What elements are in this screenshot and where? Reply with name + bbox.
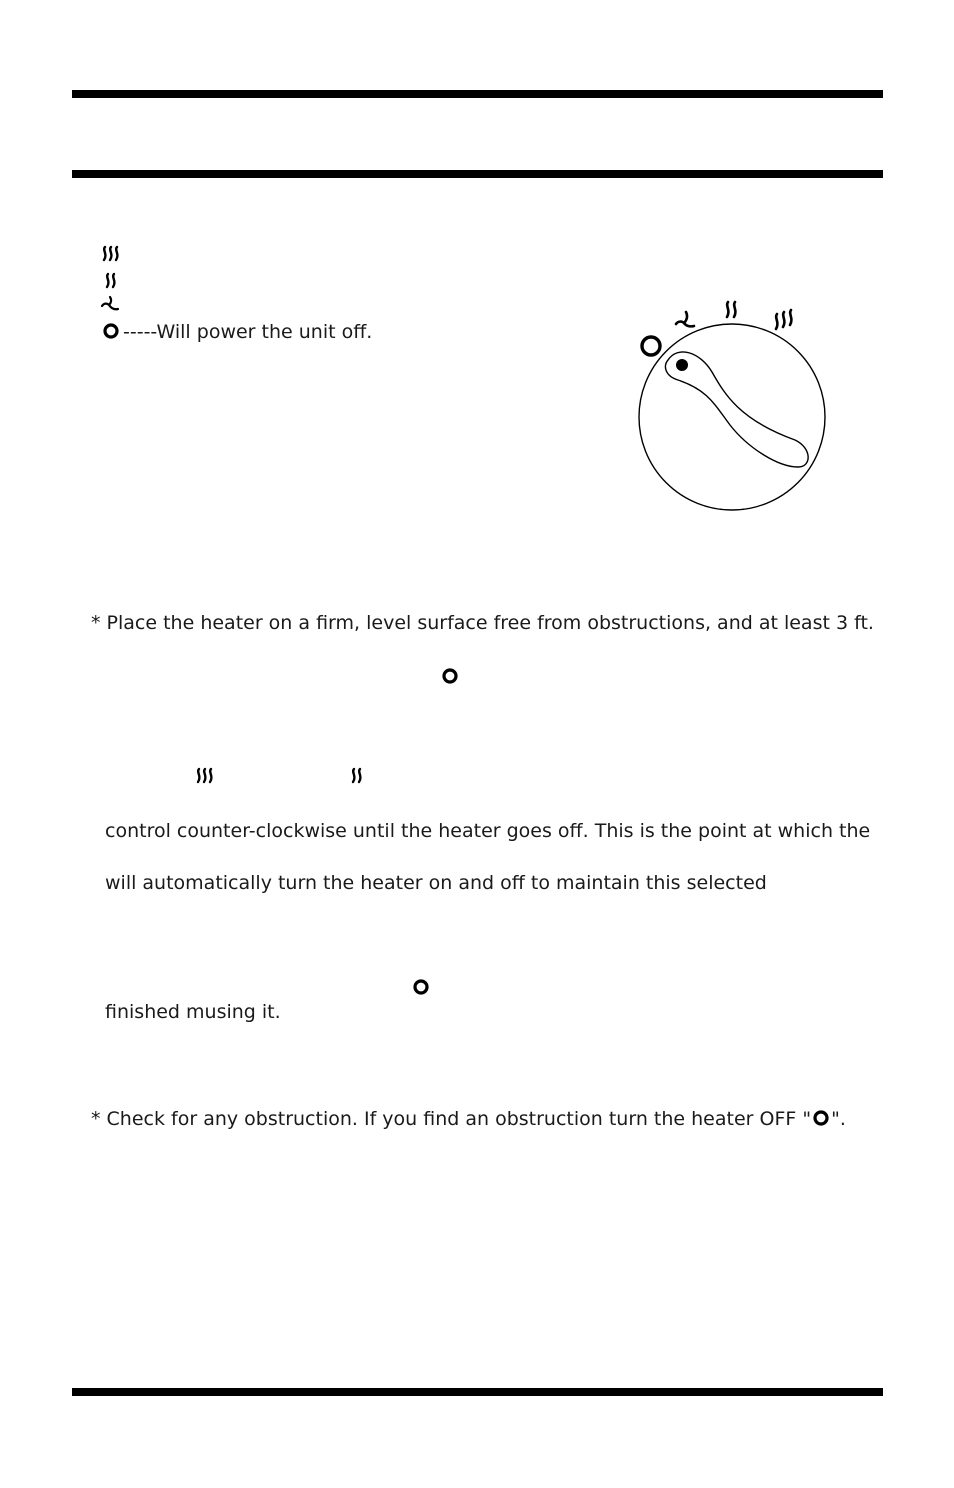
- knob-off-ring: [642, 337, 660, 355]
- placement-instruction: * Place the heater on a firm, level surface free from obstructions, and at least 3 ft.: [91, 612, 874, 634]
- control-knob-illustration: [630, 290, 840, 520]
- header-rule: [72, 170, 883, 178]
- obstruction-check-prefix: * Check for any obstruction. If you find an obstruction turn the heater OFF ": [91, 1108, 812, 1130]
- off-ring-icon: [102, 322, 120, 340]
- knob-body: [639, 324, 825, 510]
- off-ring-icon: [441, 667, 459, 685]
- high-heat-icon: [195, 767, 215, 785]
- off-legend-text: -----Will power the unit off.: [123, 321, 373, 343]
- off-ring-icon: [412, 978, 430, 996]
- knob-high-heat-icon: [776, 310, 791, 329]
- shutdown-instruction: finished musing it.: [105, 1001, 281, 1023]
- knob-indicator-dot: [676, 359, 688, 371]
- footer-rule: [72, 1388, 883, 1396]
- obstruction-check-suffix: ".: [831, 1108, 846, 1130]
- high-heat-icon: [101, 245, 121, 263]
- thermostat-instruction-line: control counter-clockwise until the heater goes off. This is the point at which the: [105, 820, 871, 842]
- low-heat-icon: [104, 272, 118, 290]
- off-ring-icon: [811, 1110, 831, 1126]
- knob-low-heat-icon: [727, 302, 735, 317]
- top-rule: [72, 90, 883, 98]
- fan-icon: [100, 295, 120, 315]
- obstruction-check-instruction: [91, 1108, 846, 1130]
- thermostat-instruction-line: will automatically turn the heater on and off to maintain this selected: [105, 872, 767, 894]
- knob-fan-icon: [676, 312, 694, 326]
- low-heat-icon: [350, 767, 364, 785]
- knob-grip: [665, 352, 808, 467]
